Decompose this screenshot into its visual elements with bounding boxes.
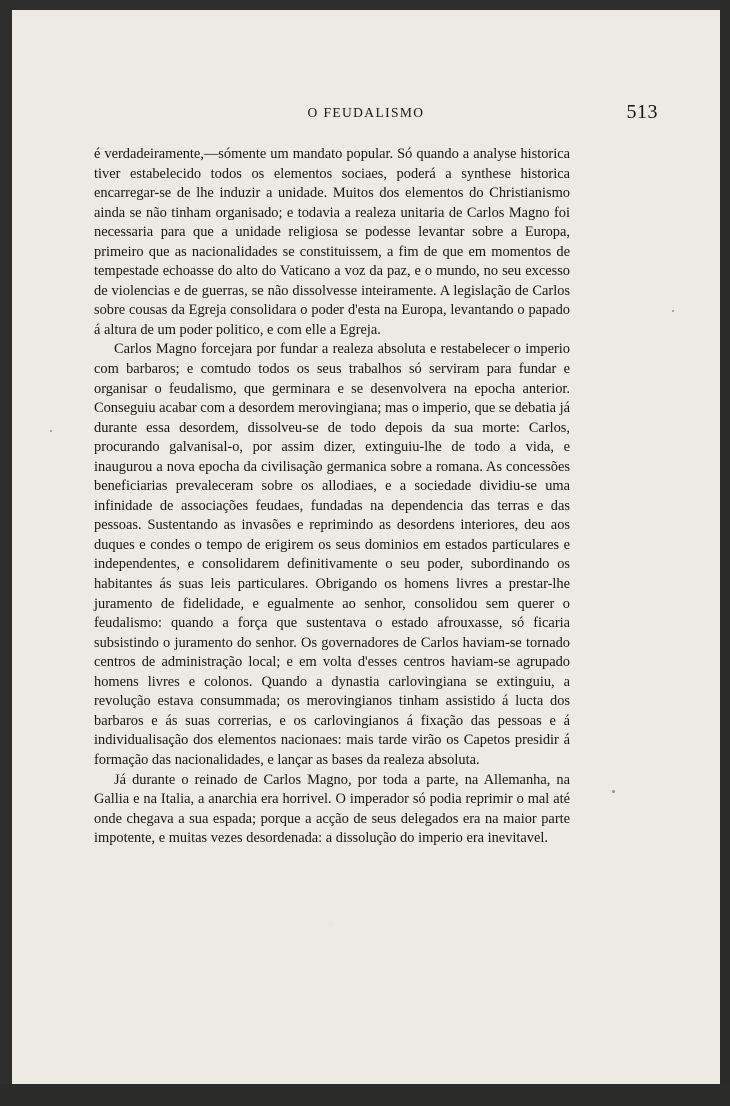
scan-speck [50, 430, 52, 432]
page-header [12, 101, 720, 125]
scan-edge-right [720, 0, 730, 1106]
scan-edge-top [0, 0, 730, 10]
page-number: 513 [626, 101, 658, 123]
paragraph: é verdadeiramente,—sómente um mandato popular. Só quando a analyse historica tiver estabelecido todos os elementos sociaes, poderá a synthese historica encarregar-se de lhe induzir a unidade. Muitos dos elementos do Christianismo ainda se não tinham organisado; e todavia a realeza unitaria de Carlos Magno foi necessaria para que a unidade religiosa se podesse levantar sobre a Europa, primeiro que as nacionalidades se constituissem, a fim de que em momentos de tempestade echoasse do alto do Vaticano a voz da paz, e o mundo, no seu excesso de violencias e de guerras, se não dissolvesse inteiramente. A legislação de Carlos sobre cousas da Egreja consolidara o poder d'esta na Europa, levantando o papado á altura de um poder politico, e com elle a Egreja. [94, 146, 570, 338]
scan-edge-bottom [0, 1084, 730, 1106]
paragraph: Carlos Magno forcejara por fundar a realeza absoluta e restabelecer o imperio com barbaros; e comtudo todos os seus trabalhos só serviram para fundar e organisar o feudalismo, que germinara e se desenvolvera na epocha anterior. Conseguiu acabar com a desordem merovingiana; mas o imperio, que se debatia já durante essa desordem, dissolveu-se de todo depois da sua morte: Carlos, procurando galvanisal-o, por assim dizer, extinguiu-lhe de todo a vida, e inaugurou a nova epocha da civilisação germanica sobre a romana. As concessões beneficiarias prevaleceram sobre os allodiaes, e a sociedade dividiu-se uma infinidade de associações feudaes, fundadas na dependencia das terras e das pessoas. Sustentando as invasões e reprimindo as desordens interiores, deu aos duques e condes o tempo de erigirem os seus dominios em estados particulares e independentes, e consolidarem definitivamente o seu poder, subordinando os habitantes ás suas leis particulares. Obrigando os homens livres a prestar-lhe juramento de fidelidade, e egualmente ao senhor, consolidou sem querer o feudalismo: quando a força que sustentava o estado afrouxasse, só ficaria subsistindo o juramento do senhor. Os governadores de Carlos haviam-se tornado centros de administração local; e em volta d'esses centros haviam-se agrupado homens livres e colonos. Quando a dynastia carlovingiana se extinguiu, a revolução estava consummada; os merovingianos tinham assistido á lucta dos barbaros e ás suas correrias, e os carlovingianos á fixação das pessoas e á individualisação dos elementos nacionaes: mais tarde virão os Capetos presidir á formação das nacionalidades, e lançar as bases da realeza absoluta. [94, 341, 570, 768]
scan-speck [672, 310, 674, 312]
page-paper [12, 10, 720, 1084]
running-head: O FEUDALISMO [307, 105, 425, 120]
page-body [94, 145, 570, 849]
scan-speck [612, 790, 615, 793]
scan-edge-left [0, 0, 12, 1106]
paragraph: Já durante o reinado de Carlos Magno, por toda a parte, na Allemanha, na Gallia e na Italia, a anarchia era horrivel. O imperador só podia reprimir o mal até onde chegava a sua espada; porque a acção de seus delegados era na maior parte impotente, e muitas vezes desordenada: a dissolução do imperio era inevitavel. [94, 771, 570, 847]
